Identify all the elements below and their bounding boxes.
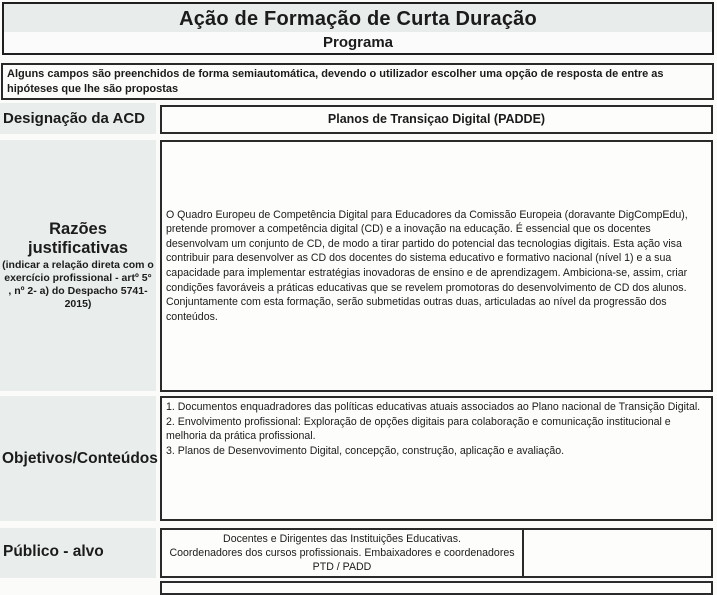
- publico-alvo-line: PTD / PADD: [312, 561, 372, 573]
- objetivos-conteudos-value-box: [160, 396, 713, 521]
- designacao-acd-label: Designação da ACD: [0, 103, 156, 134]
- form-title: Ação de Formação de Curta Duração: [4, 4, 712, 32]
- publico-alvo-label: Público - alvo: [0, 528, 156, 578]
- razoes-justificativas-text: O Quadro Europeu de Competência Digital para Educadores da Comissão Europeia (doravante DigCompEdu), pretende promover a competência digital (CD) e a inovação na educação. É essencial que os docentes desenvolvam um conjunto de CD, de modo a tirar partido do potencial das tecnologias digitais. Esta ação visa contribuir para desenvolver as CD dos docentes do sistema educativo e formativo nacional (nível 1) e a sua capacidade para implementar estratégias inovadoras de ensino e de aprendizagem. Ambiciona-se, assim, criar condições favoráveis a práticas educativas que se revelem promotoras do desenvolvimento de CD dos alunos. Conjuntamente com esta formação, serão submetidas outras duas, articuladas ao nível da progressão dos conteúdos.: [166, 208, 688, 323]
- razoes-justificativas-value-box: [160, 140, 713, 392]
- objetivos-conteudos-label-text: Objetivos/Conteúdos: [2, 449, 158, 467]
- form-header: [2, 2, 714, 55]
- objetivo-item: 2. Envolvimento profissional: Exploração de opções digitais para colaboração e comunicação institucional e melhoria da prática profissional.: [166, 415, 671, 443]
- razoes-justificativas-label: [0, 140, 156, 391]
- next-section-box-partial: [160, 581, 713, 595]
- publico-alvo-value-box: [160, 528, 713, 578]
- objetivos-conteudos-label: [0, 396, 156, 521]
- semiautomatic-fields-notice: Alguns campos são preenchidos de forma semiautomática, devendo o utilizador escolher uma opção de resposta de entre as hipóteses que lhe são propostas: [1, 63, 714, 100]
- razoes-justificativas-title: Razões justificativas: [28, 220, 128, 257]
- objetivo-item: 3. Planos de Desenvovimento Digital, concepção, construção, aplicação e avaliação.: [166, 444, 565, 457]
- publico-alvo-text-cell: [162, 530, 524, 576]
- razoes-justificativas-subtitle: (indicar a relação direta com o exercício profissional - artº 5° , nº 2- a) do Despacho 5741-2015): [2, 259, 154, 310]
- publico-alvo-line: Docentes e Dirigentes das Instituições Educativas.: [223, 533, 461, 545]
- form-subtitle: Programa: [4, 32, 712, 53]
- designacao-acd-value-box: Planos de Transiçao Digital (PADDE): [160, 105, 713, 134]
- publico-alvo-empty-cell: [524, 530, 711, 576]
- publico-alvo-line: Coordenadores dos cursos profissionais. Embaixadores e coordenadores: [169, 547, 515, 559]
- objetivo-item: 1. Documentos enquadradores das políticas educativas atuais associados ao Plano nacional de Transição Digital.: [166, 401, 701, 413]
